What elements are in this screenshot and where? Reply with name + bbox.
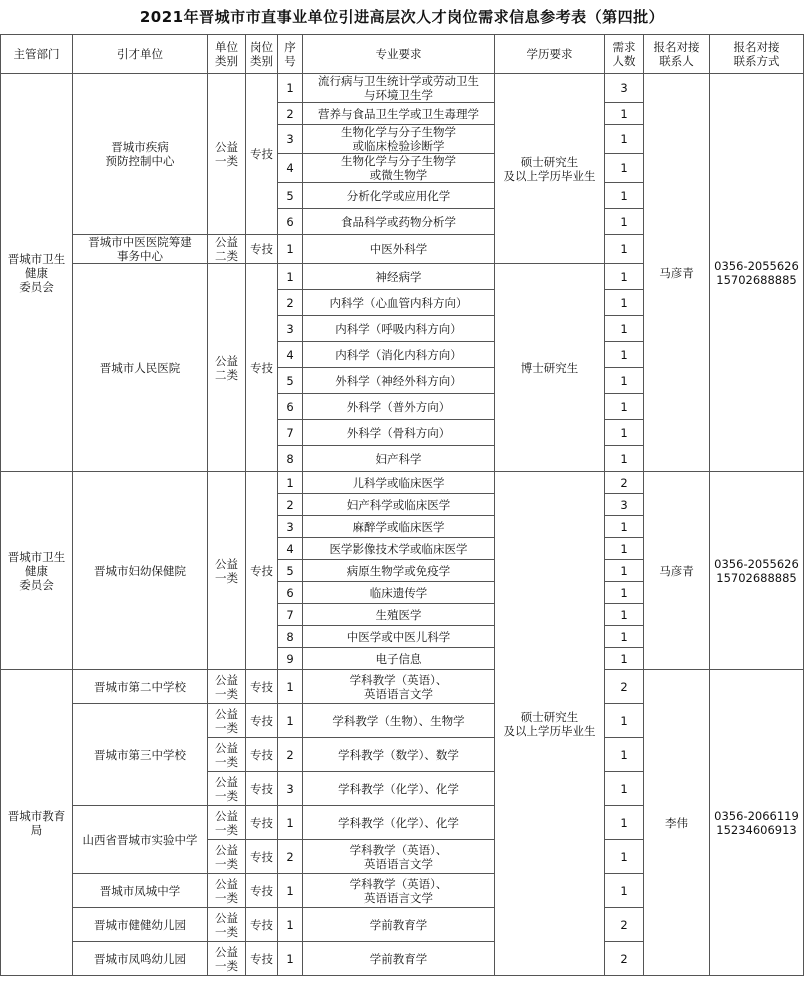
major-cell: 学前教育学 — [303, 908, 495, 942]
count-cell: 1 — [605, 604, 644, 626]
major-cell: 内科学（呼吸内科方向） — [303, 316, 495, 342]
major-cell: 电子信息 — [303, 648, 495, 670]
header-edu: 学历要求 — [495, 35, 605, 74]
major-cell: 生殖医学 — [303, 604, 495, 626]
unit-type-cell: 公益 一类 — [208, 704, 246, 738]
seq-cell: 7 — [278, 604, 303, 626]
seq-cell: 1 — [278, 874, 303, 908]
post-type-cell: 专技 — [246, 806, 278, 840]
major-cell: 学科教学（英语）、 英语语言文学 — [303, 874, 495, 908]
unit-cell: 山西省晋城市实验中学 — [73, 806, 208, 874]
major-cell: 医学影像技术学或临床医学 — [303, 538, 495, 560]
major-cell: 儿科学或临床医学 — [303, 472, 495, 494]
major-cell: 外科学（普外方向） — [303, 394, 495, 420]
unit-type-cell: 公益 一类 — [208, 840, 246, 874]
header-contact: 报名对接 联系人 — [644, 35, 710, 74]
seq-cell: 5 — [278, 368, 303, 394]
major-cell: 妇产科学 — [303, 446, 495, 472]
major-cell: 食品科学或药物分析学 — [303, 209, 495, 235]
major-cell: 流行病与卫生统计学或劳动卫生 与环境卫生学 — [303, 74, 495, 103]
unit-type-cell: 公益 一类 — [208, 908, 246, 942]
unit-cell: 晋城市中医医院筹建 事务中心 — [73, 235, 208, 264]
edu-cell: 硕士研究生 及以上学历毕业生 — [495, 472, 605, 976]
count-cell: 1 — [605, 516, 644, 538]
unit-cell: 晋城市第二中学校 — [73, 670, 208, 704]
major-cell: 学科教学（英语）、 英语语言文学 — [303, 840, 495, 874]
count-cell: 1 — [605, 538, 644, 560]
unit-type-cell: 公益 一类 — [208, 472, 246, 670]
count-cell: 2 — [605, 472, 644, 494]
major-cell: 生物化学与分子生物学 或临床检验诊断学 — [303, 125, 495, 154]
major-cell: 学科教学（化学）、化学 — [303, 806, 495, 840]
post-type-cell: 专技 — [246, 908, 278, 942]
table-row — [1, 74, 804, 103]
count-cell: 1 — [605, 154, 644, 183]
major-cell: 生物化学与分子生物学 或微生物学 — [303, 154, 495, 183]
seq-cell: 3 — [278, 316, 303, 342]
seq-cell: 1 — [278, 704, 303, 738]
dept-cell: 晋城市卫生 健康 委员会 — [1, 472, 73, 670]
major-cell: 学前教育学 — [303, 942, 495, 976]
seq-cell: 8 — [278, 446, 303, 472]
unit-type-cell: 公益 一类 — [208, 772, 246, 806]
unit-cell: 晋城市凤城中学 — [73, 874, 208, 908]
phone-cell: 0356-2055626 15702688885 — [710, 472, 804, 670]
post-type-cell: 专技 — [246, 840, 278, 874]
unit-type-cell: 公益 二类 — [208, 235, 246, 264]
unit-type-cell: 公益 一类 — [208, 74, 246, 235]
count-cell: 2 — [605, 908, 644, 942]
seq-cell: 3 — [278, 516, 303, 538]
unit-cell: 晋城市第三中学校 — [73, 704, 208, 806]
count-cell: 1 — [605, 264, 644, 290]
table-row — [1, 472, 804, 494]
seq-cell: 2 — [278, 840, 303, 874]
count-cell: 3 — [605, 74, 644, 103]
seq-cell: 6 — [278, 582, 303, 604]
seq-cell: 1 — [278, 670, 303, 704]
table-title: 2021年晋城市市直事业单位引进高层次人才岗位需求信息参考表（第四批） — [139, 8, 665, 26]
major-cell: 病原生物学或免疫学 — [303, 560, 495, 582]
major-cell: 学科教学（数学）、数学 — [303, 738, 495, 772]
edu-cell: 博士研究生 — [495, 264, 605, 472]
seq-cell: 1 — [278, 942, 303, 976]
seq-cell: 4 — [278, 154, 303, 183]
post-type-cell: 专技 — [246, 235, 278, 264]
seq-cell: 4 — [278, 342, 303, 368]
seq-cell: 1 — [278, 74, 303, 103]
count-cell: 1 — [605, 648, 644, 670]
seq-cell: 2 — [278, 290, 303, 316]
major-cell: 神经病学 — [303, 264, 495, 290]
count-cell: 1 — [605, 368, 644, 394]
major-cell: 分析化学或应用化学 — [303, 183, 495, 209]
count-cell: 1 — [605, 183, 644, 209]
unit-type-cell: 公益 二类 — [208, 264, 246, 472]
seq-cell: 2 — [278, 494, 303, 516]
post-type-cell: 专技 — [246, 472, 278, 670]
count-cell: 1 — [605, 626, 644, 648]
unit-cell: 晋城市健健幼儿园 — [73, 908, 208, 942]
seq-cell: 5 — [278, 183, 303, 209]
header-post-type: 岗位 类别 — [246, 35, 278, 74]
count-cell: 1 — [605, 738, 644, 772]
count-cell: 2 — [605, 670, 644, 704]
major-cell: 营养与食品卫生学或卫生毒理学 — [303, 103, 495, 125]
major-cell: 内科学（消化内科方向） — [303, 342, 495, 368]
count-cell: 3 — [605, 494, 644, 516]
count-cell: 2 — [605, 942, 644, 976]
count-cell: 1 — [605, 582, 644, 604]
header-dept: 主管部门 — [1, 35, 73, 74]
header-major: 专业要求 — [303, 35, 495, 74]
post-type-cell: 专技 — [246, 264, 278, 472]
post-type-cell: 专技 — [246, 738, 278, 772]
count-cell: 1 — [605, 806, 644, 840]
count-cell: 1 — [605, 840, 644, 874]
unit-cell: 晋城市妇幼保健院 — [73, 472, 208, 670]
header-unit: 引才单位 — [73, 35, 208, 74]
count-cell: 1 — [605, 316, 644, 342]
major-cell: 外科学（神经外科方向） — [303, 368, 495, 394]
header-seq: 序 号 — [278, 35, 303, 74]
seq-cell: 3 — [278, 772, 303, 806]
header-row — [1, 35, 804, 74]
count-cell: 1 — [605, 420, 644, 446]
count-cell: 1 — [605, 290, 644, 316]
unit-type-cell: 公益 一类 — [208, 806, 246, 840]
post-type-cell: 专技 — [246, 74, 278, 235]
unit-cell: 晋城市疾病 预防控制中心 — [73, 74, 208, 235]
unit-type-cell: 公益 一类 — [208, 670, 246, 704]
count-cell: 1 — [605, 209, 644, 235]
major-cell: 内科学（心血管内科方向） — [303, 290, 495, 316]
unit-type-cell: 公益 一类 — [208, 738, 246, 772]
seq-cell: 4 — [278, 538, 303, 560]
seq-cell: 1 — [278, 806, 303, 840]
major-cell: 学科教学（化学）、化学 — [303, 772, 495, 806]
edu-cell: 硕士研究生 及以上学历毕业生 — [495, 74, 605, 264]
seq-cell: 9 — [278, 648, 303, 670]
seq-cell: 1 — [278, 264, 303, 290]
post-type-cell: 专技 — [246, 772, 278, 806]
seq-cell: 1 — [278, 235, 303, 264]
count-cell: 1 — [605, 342, 644, 368]
seq-cell: 6 — [278, 394, 303, 420]
count-cell: 1 — [605, 125, 644, 154]
seq-cell: 1 — [278, 472, 303, 494]
major-cell: 临床遗传学 — [303, 582, 495, 604]
count-cell: 1 — [605, 874, 644, 908]
count-cell: 1 — [605, 560, 644, 582]
count-cell: 1 — [605, 446, 644, 472]
unit-cell: 晋城市人民医院 — [73, 264, 208, 472]
table-row — [1, 670, 804, 704]
phone-cell: 0356-2055626 15702688885 — [710, 74, 804, 472]
post-type-cell: 专技 — [246, 704, 278, 738]
major-cell: 学科教学（英语）、 英语语言文学 — [303, 670, 495, 704]
header-count: 需求 人数 — [605, 35, 644, 74]
post-type-cell: 专技 — [246, 670, 278, 704]
unit-type-cell: 公益 一类 — [208, 942, 246, 976]
header-unit-type: 单位 类别 — [208, 35, 246, 74]
count-cell: 1 — [605, 235, 644, 264]
major-cell: 学科教学（生物）、生物学 — [303, 704, 495, 738]
contact-cell: 李伟 — [644, 670, 710, 976]
dept-cell: 晋城市教育 局 — [1, 670, 73, 976]
seq-cell: 7 — [278, 420, 303, 446]
recruitment-table — [0, 34, 804, 976]
major-cell: 妇产科学或临床医学 — [303, 494, 495, 516]
major-cell: 外科学（骨科方向） — [303, 420, 495, 446]
seq-cell: 8 — [278, 626, 303, 648]
header-phone: 报名对接 联系方式 — [710, 35, 804, 74]
major-cell: 中医学或中医儿科学 — [303, 626, 495, 648]
seq-cell: 1 — [278, 908, 303, 942]
count-cell: 1 — [605, 772, 644, 806]
seq-cell: 2 — [278, 103, 303, 125]
dept-cell: 晋城市卫生 健康 委员会 — [1, 74, 73, 472]
unit-cell: 晋城市凤鸣幼儿园 — [73, 942, 208, 976]
count-cell: 1 — [605, 394, 644, 420]
phone-cell: 0356-2066119 15234606913 — [710, 670, 804, 976]
major-cell: 中医外科学 — [303, 235, 495, 264]
contact-cell: 马彦青 — [644, 472, 710, 670]
major-cell: 麻醉学或临床医学 — [303, 516, 495, 538]
seq-cell: 3 — [278, 125, 303, 154]
post-type-cell: 专技 — [246, 942, 278, 976]
contact-cell: 马彦青 — [644, 74, 710, 472]
seq-cell: 5 — [278, 560, 303, 582]
seq-cell: 6 — [278, 209, 303, 235]
count-cell: 1 — [605, 704, 644, 738]
count-cell: 1 — [605, 103, 644, 125]
unit-type-cell: 公益 一类 — [208, 874, 246, 908]
seq-cell: 2 — [278, 738, 303, 772]
post-type-cell: 专技 — [246, 874, 278, 908]
